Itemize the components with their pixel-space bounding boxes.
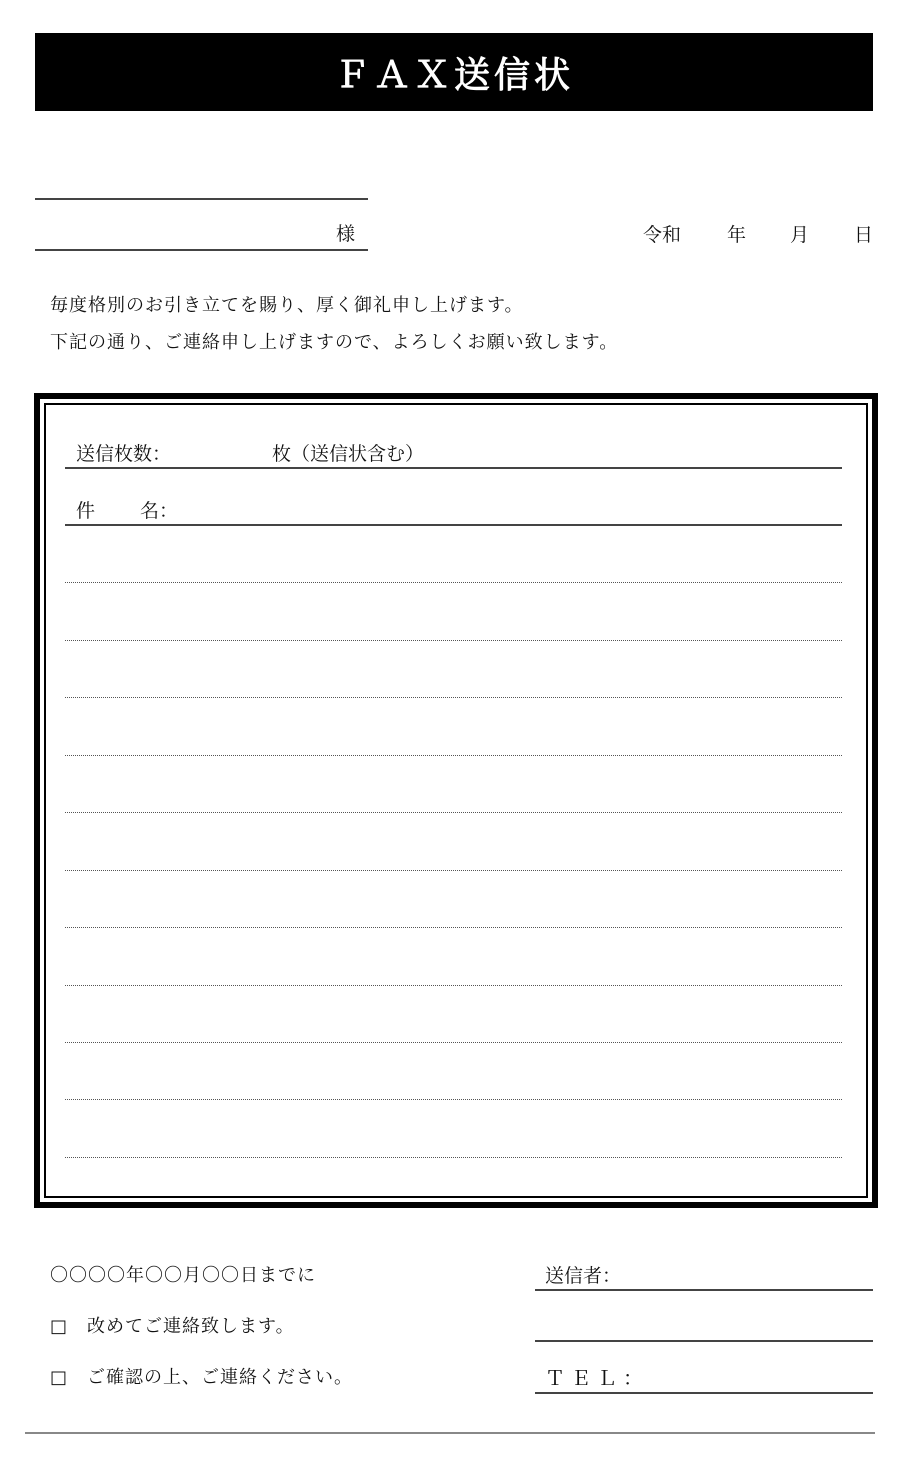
date-day: 日	[854, 224, 874, 246]
recipient-company-line[interactable]	[35, 198, 368, 200]
tel-line[interactable]	[535, 1392, 873, 1394]
pages-line[interactable]	[65, 467, 842, 469]
recipient-name-line[interactable]	[35, 249, 368, 251]
sender-name-line[interactable]	[535, 1289, 873, 1291]
message-line[interactable]	[65, 812, 842, 813]
subject-label-a: 件	[76, 500, 96, 522]
footer-divider	[25, 1432, 875, 1434]
deadline-text: 〇〇〇〇年〇〇月〇〇日までに	[50, 1265, 316, 1286]
message-line[interactable]	[65, 1157, 842, 1158]
message-line[interactable]	[65, 755, 842, 756]
message-line[interactable]	[65, 927, 842, 928]
message-line[interactable]	[65, 985, 842, 986]
subject-label-b: 名：	[140, 500, 179, 522]
pages-label: 送信枚数：	[76, 443, 172, 465]
pages-suffix: 枚（送信状含む）	[272, 443, 425, 465]
sender-company-line[interactable]	[535, 1340, 873, 1342]
message-line[interactable]	[65, 1099, 842, 1100]
message-line[interactable]	[65, 697, 842, 698]
greeting-line-2: 下記の通り、ご連絡申し上げますので、よろしくお願い致します。	[50, 332, 619, 353]
recipient-honorific: 様	[336, 223, 356, 245]
date-month: 月	[790, 224, 810, 246]
message-line[interactable]	[65, 870, 842, 871]
option-recontact[interactable]: □ 改めてご連絡致します。	[50, 1316, 295, 1337]
date-year: 年	[727, 224, 747, 246]
sender-label: 送信者：	[545, 1265, 622, 1287]
message-line[interactable]	[65, 1042, 842, 1043]
option-confirm-contact[interactable]: □ ご確認の上、ご連絡ください。	[50, 1367, 354, 1388]
message-line[interactable]	[65, 582, 842, 583]
page-title: ＦＡＸ送信状	[333, 54, 574, 96]
date-era: 令和	[643, 224, 682, 246]
greeting-line-1: 毎度格別のお引き立てを賜り、厚く御礼申し上げます。	[50, 295, 524, 316]
message-line[interactable]	[65, 640, 842, 641]
subject-line[interactable]	[65, 524, 842, 526]
tel-label: ＴＥＬ：	[545, 1368, 649, 1390]
title-banner	[35, 33, 873, 111]
